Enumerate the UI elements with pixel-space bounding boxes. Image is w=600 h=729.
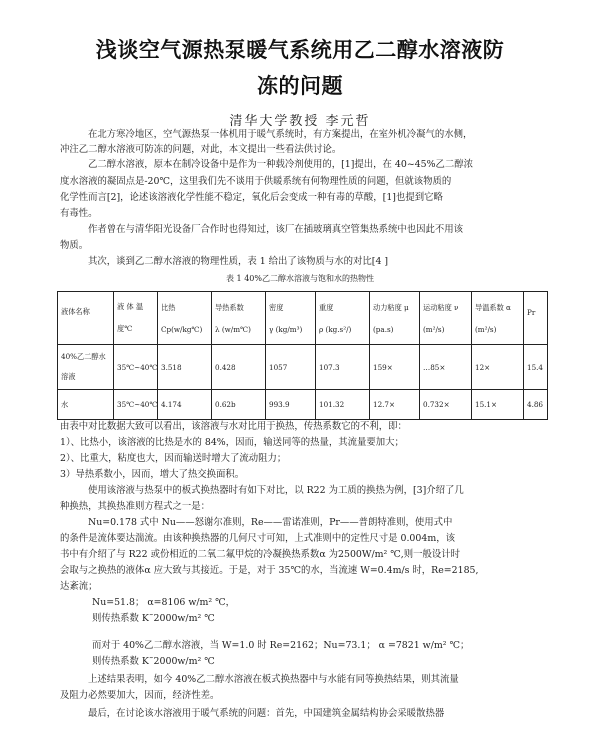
header-cell: 液 体 温 度℃ (114, 292, 158, 345)
article-title-line-1: 浅谈空气源热泵暖气系统用乙二醇水溶液防 (95, 38, 505, 62)
table-cell: 159× (370, 345, 420, 390)
table-cell-name: 40%乙二醇水 溶液 (58, 345, 114, 390)
paragraph-line: 会取与之换热的液体α 应大致与其接近。于是，对于 35℃的水，当流速 W=0.4m/s 时，Re=2185, (60, 565, 479, 576)
table-cell: 35℃~40℃ (114, 390, 158, 420)
calc-water-line-1: Nu=51.8； α=8106 w/m² ℃， (92, 597, 236, 608)
list-item: 3）导热系数小，因而，增大了热交换面积。 (60, 469, 245, 480)
calc-glycol-line-1: 而对于 40%乙二醇水溶液，当 W=1.0 时 Re=2162；Nu=73.1； α =7821 w/m² ℃； (92, 640, 470, 651)
header-cell: 动力粘度 μ (pa.s) (370, 292, 420, 345)
header-cell: Pr (524, 292, 548, 345)
table-cell: 3.518 (158, 345, 212, 390)
list-item: 1）、比热小，该溶液的比热是水的 84%，因而，输送同等的热量，其流量要加大； (60, 437, 404, 448)
paragraph-line: 的条件是流体要达湍流。由该种换热器的几何尺寸可知，上式准则中的定性尺寸是 0.004m，该 (60, 533, 455, 544)
paragraph-line: 物质。 (60, 240, 89, 251)
paragraph-line: 书中有介绍了与 R22 或份相近的二氧二氟甲烷的冷凝换热系数α 为2500W/m² ℃,则一般设计时 (60, 549, 461, 560)
paragraph-line: 作者曾在与清华阳光设备厂合作时也得知过，该厂在插玻璃真空管集热系统中也因此不用该 (88, 224, 464, 235)
paragraph-line: 上述结果表明，如今 40%乙二醇水溶液在板式换热器中与水能有同等换热结果，则其流量 (88, 674, 459, 685)
paragraph-line: 在北方寒冷地区，空气源热泵一体机用于暖气系统时，有方案提出，在室外机冷凝气的水侧， (88, 129, 473, 140)
author-line: 清华大学教授 李元哲 (229, 114, 371, 129)
table-cell: 993.9 (266, 390, 316, 420)
paragraph-line: 其次，谈到乙二醇水溶液的物理性质，表 1 给出了该物质与水的对比[4 ] (88, 256, 389, 267)
header-cell: 运动粘度 ν (m²/s) (420, 292, 472, 345)
article-title-line-2: 冻的问题 (257, 74, 343, 98)
paragraph-line: 乙二醇水溶液，原本在制冷设备中是作为一种载冷剂使用的，[1]提出，在 40~45%乙二醇浓 (88, 159, 474, 170)
table-cell: 35℃~40℃ (114, 345, 158, 390)
table-row (58, 390, 548, 420)
table-cell: 107.3 (316, 345, 370, 390)
paragraph-line: 化学性而言[2]，论述该溶液化学性能不稳定，氧化后会变成一种有毒的草酸，[1]也提到它略 (60, 192, 443, 203)
table-cell: 15.1× (472, 390, 524, 420)
equation-line: Nu=0.178 式中 Nu——怒谢尔准则，Re——雷诺准则，Pr——普朗特准则，使用式中 (88, 517, 453, 528)
table-cell: 0.428 (212, 345, 266, 390)
paragraph-line: 由表中对比数据大致可以看出，该溶液与水对比用于换热，传热系数它的不利，即： (60, 421, 407, 432)
paragraph-line: 种换热，其换热准则方程式之一是： (60, 501, 211, 512)
table-header-row (58, 292, 548, 345)
paragraph-line: 冲注乙二醇水溶液可防冻的问题，对此，本文提出一些看法供讨论。 (60, 144, 342, 155)
table-cell: 12.7× (370, 390, 420, 420)
list-item: 2）、比重大，粘度也大，因而输送时增大了流动阻力； (60, 453, 287, 464)
paragraph-line: 达紊流； (60, 581, 98, 592)
table-cell: 1057 (266, 345, 316, 390)
table-row (58, 345, 548, 390)
paragraph-line: 使用该溶液与热泵中的板式换热器时有如下对比，以 R22 为工质的换热为例，[3]介绍了几 (88, 485, 464, 496)
paragraph-line: 及阻力必然要加大，因而，经济性差。 (60, 690, 220, 701)
calc-glycol-line-2: 则传热系数 K˜2000w/m² ℃ (92, 656, 215, 667)
header-cell: 液体名称 (58, 292, 114, 345)
header-cell: 重度 ρ (kg.s²/) (316, 292, 370, 345)
table-cell: 4.174 (158, 390, 212, 420)
calc-water-line-2: 则传热系数 K˜2000w/m² ℃ (92, 613, 215, 624)
table-cell: 12× (472, 345, 524, 390)
header-cell: 导温系数 α (m²/s) (472, 292, 524, 345)
table-cell: 0.732× (420, 390, 472, 420)
table-cell: 101.32 (316, 390, 370, 420)
paragraph-line: 最后，在讨论该水溶液用于暖气系统的问题：首先，中国建筑金属结构协会采暖散热器 (88, 708, 445, 719)
table-cell: 4.86 (524, 390, 548, 420)
header-cell: 密度 γ (kg/m³) (266, 292, 316, 345)
table-cell: 15.4 (524, 345, 548, 390)
table-caption: 表 1 40%乙二醇水溶液与饱和水的热物性 (226, 274, 374, 283)
paragraph-line: 有毒性。 (60, 208, 98, 219)
thermal-properties-table (57, 291, 548, 420)
table-cell: 0.62b (212, 390, 266, 420)
table-cell-name: 水 (58, 390, 114, 420)
header-cell: 比热 Cp(w/kg℃) (158, 292, 212, 345)
table-cell: …85× (420, 345, 472, 390)
paragraph-line: 度水溶液的凝固点是-20℃，这里我们先不谈用于供暖系统有何物理性质的问题，但就该物质的 (60, 176, 452, 187)
header-cell: 导热系数 λ (w/m℃) (212, 292, 266, 345)
